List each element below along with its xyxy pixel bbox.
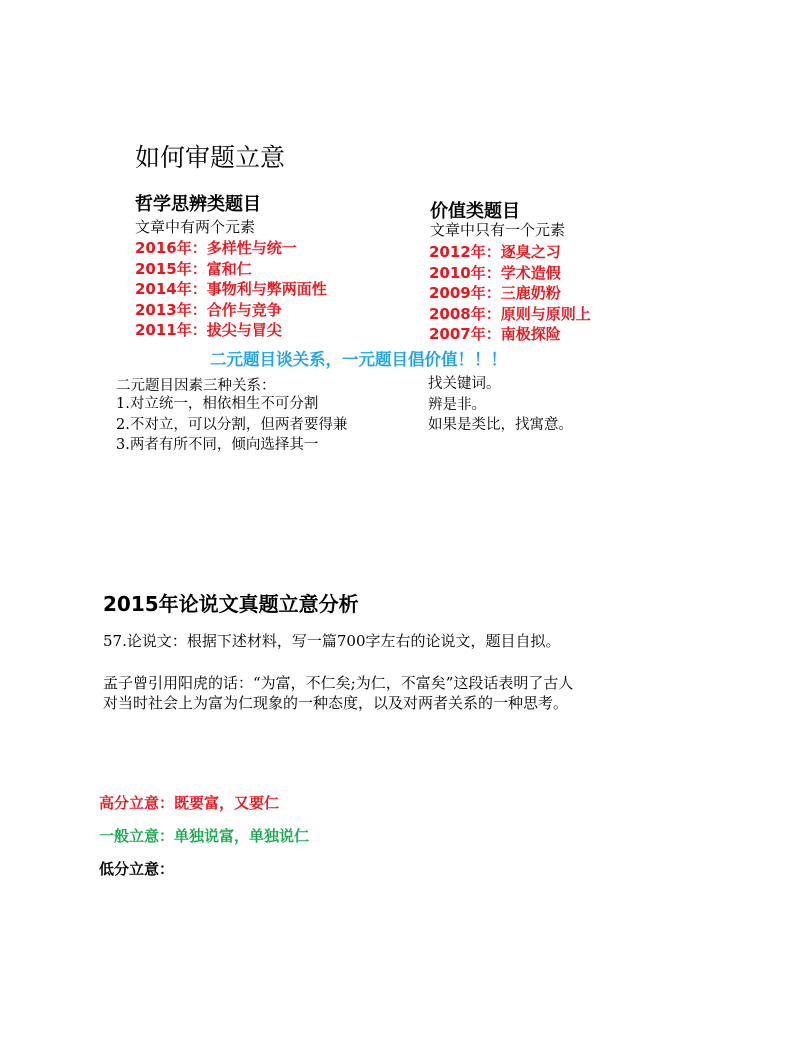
value-note: 文章中只有一个元素 [430, 221, 566, 239]
list-item: 找关键词。 [428, 376, 501, 392]
analysis-heading: 2015年论说文真题立意分析 [103, 592, 359, 616]
list-item: 如果是类比，找寓意。 [428, 417, 573, 433]
analysis-prompt: 57.论说文：根据下述材料，写一篇700字左右的论说文，题目自拟。 [103, 632, 561, 650]
philosophy-topic-list [135, 238, 327, 341]
analysis-material-line2: 对当时社会上为富为仁现象的一种态度，以及对两者关系的一种思考。 [103, 694, 569, 712]
philosophy-note: 文章中有两个元素 [135, 218, 256, 236]
relations-list [116, 394, 347, 456]
list-item: 2007年：南极探险 [429, 325, 561, 343]
rating-high: 高分立意：既要富，又要仁 [99, 794, 280, 812]
philosophy-heading: 哲学思辨类题目 [135, 194, 261, 215]
rating-medium: 一般立意：单独说富，单独说仁 [99, 827, 310, 845]
list-item: 2013年：合作与竞争 [135, 300, 282, 319]
slogan: 二元题目谈关系，一元题目倡价值！！！ [210, 350, 507, 369]
page-title: 如何审题立意 [135, 143, 286, 172]
list-item: 2008年：原则与原则上 [429, 304, 591, 323]
list-item: 2011年：拔尖与冒尖 [135, 321, 282, 339]
list-item: 2.不对立，可以分割，但两者要得兼 [116, 416, 348, 433]
list-item: 2015年：富和仁 [135, 259, 252, 278]
list-item: 2009年：三鹿奶粉 [429, 284, 561, 302]
list-item: 1.对立统一，相依相生不可分割 [116, 396, 319, 412]
list-item: 2010年：学术造假 [429, 263, 561, 282]
analysis-material-line1: 孟子曾引用阳虎的话：“为富，不仁矣;为仁，不富矣”这段话表明了古人 [103, 674, 574, 692]
list-item: 3.两者有所不同，倾向选择其一 [116, 437, 319, 453]
value-topic-list [429, 242, 591, 345]
value-heading: 价值类题目 [430, 201, 520, 222]
tips-list [428, 374, 573, 436]
list-item: 2012年：逐臭之习 [429, 243, 561, 261]
list-item: 2014年：事物利与弊两面性 [135, 280, 327, 298]
list-item: 2016年：多样性与统一 [135, 239, 297, 257]
relations-heading: 二元题目因素三种关系： [116, 378, 276, 394]
list-item: 辨是非。 [428, 396, 486, 413]
rating-low: 低分立意： [99, 860, 175, 878]
